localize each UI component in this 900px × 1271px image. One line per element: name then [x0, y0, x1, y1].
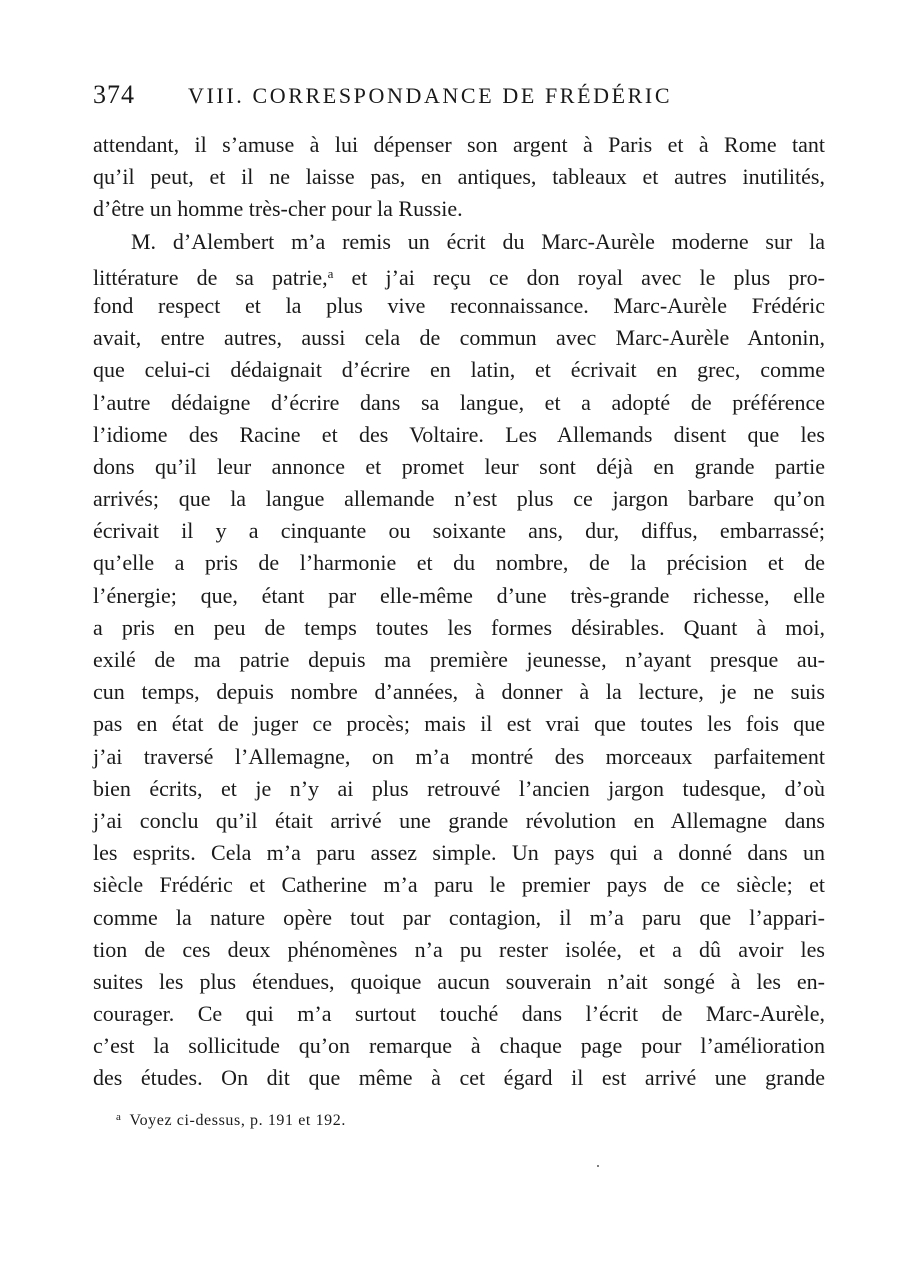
text-line: arrivés; que la langue allemande n’est plus ce jargon barbare qu’on	[93, 486, 825, 512]
page-number: 374	[93, 80, 135, 109]
text-line: pas en état de juger ce procès; mais il est vrai que toutes les fois que	[93, 711, 825, 737]
text-line: a pris en peu de temps toutes les formes désirables. Quant à moi,	[93, 614, 825, 640]
footnote-ref: a	[116, 1111, 122, 1123]
text-line: fond respect et la plus vive reconnaissance. Marc-Aurèle Frédéric	[93, 292, 825, 318]
text-line: l’idiome des Racine et des Voltaire. Les Allemands disent que les	[93, 421, 825, 447]
text-line: j’ai traversé l’Allemagne, on m’a montré des morceaux parfaitement	[93, 743, 825, 769]
body-text	[93, 129, 825, 1095]
text-line: écrivait il y a cinquante ou soixante ans, dur, diffus, embarrassé;	[93, 518, 825, 544]
footnote	[116, 1111, 346, 1130]
text-line: siècle Frédéric et Catherine m’a paru le premier pays de ce siècle; et	[93, 872, 825, 898]
text-segment: littérature de sa patrie,	[93, 264, 328, 290]
text-line: dons qu’il leur annonce et promet leur sont déjà en grande partie	[93, 453, 825, 479]
text-line: bien écrits, et je n’y ai plus retrouvé l’ancien jargon tudesque, d’où	[93, 775, 825, 801]
text-line: qu’il peut, et il ne laisse pas, en antiques, tableaux et autres inutilités,	[93, 164, 825, 190]
text-line: que celui-ci dédaignait d’écrire en latin, et écrivait en grec, comme	[93, 357, 825, 383]
text-line: l’autre dédaigne d’écrire dans sa langue, et a adopté de préférence	[93, 389, 825, 415]
text-line: d’être un homme très-cher pour la Russie.	[93, 196, 463, 222]
text-line: exilé de ma patrie depuis ma première jeunesse, n’ayant presque au-	[93, 647, 825, 672]
text-line: cun temps, depuis nombre d’années, à donner à la lecture, je ne suis	[93, 679, 825, 705]
text-line: des études. On dit que même à cet égard il est arrivé une grande	[93, 1065, 825, 1091]
text-line: attendant, il s’amuse à lui dépenser son argent à Paris et à Rome tant	[93, 132, 825, 157]
text-line: c’est la sollicitude qu’on remarque à chaque page pour l’amélioration	[93, 1033, 825, 1059]
text-segment: et j’ai reçu ce don royal avec le plus pro-	[351, 264, 826, 290]
text-line: avait, entre autres, aussi cela de commun avec Marc-Aurèle Antonin,	[93, 325, 825, 351]
text-line: tion de ces deux phénomènes n’a pu rester isolée, et a dû avoir les	[93, 936, 825, 962]
running-title: VIII. CORRESPONDANCE DE FRÉDÉRIC	[188, 83, 673, 108]
footnote-text: Voyez ci-dessus, p. 191 et 192.	[129, 1112, 346, 1129]
running-head	[93, 80, 833, 114]
text-line: M. d’Alembert m’a remis un écrit du Marc-Aurèle moderne sur la	[131, 228, 825, 254]
text-line: les esprits. Cela m’a paru assez simple. Un pays qui a donné dans un	[93, 840, 825, 866]
paper-speck	[597, 1165, 599, 1167]
text-line: comme la nature opère tout par contagion, il m’a paru que l’appari-	[93, 904, 825, 930]
text-line: qu’elle a pris de l’harmonie et du nombre, de la précision et de	[93, 550, 825, 576]
text-line: courager. Ce qui m’a surtout touché dans l’écrit de Marc-Aurèle,	[93, 1001, 825, 1027]
text-line: suites les plus étendues, quoique aucun souverain n’ait songé à les en-	[93, 968, 825, 994]
text-line: l’énergie; que, étant par elle-même d’une très-grande richesse, elle	[93, 582, 825, 608]
text-line-with-footnote	[93, 258, 825, 290]
footnote-marker: a	[327, 265, 334, 281]
text-line: j’ai conclu qu’il était arrivé une grande révolution en Allemagne dans	[93, 807, 825, 833]
